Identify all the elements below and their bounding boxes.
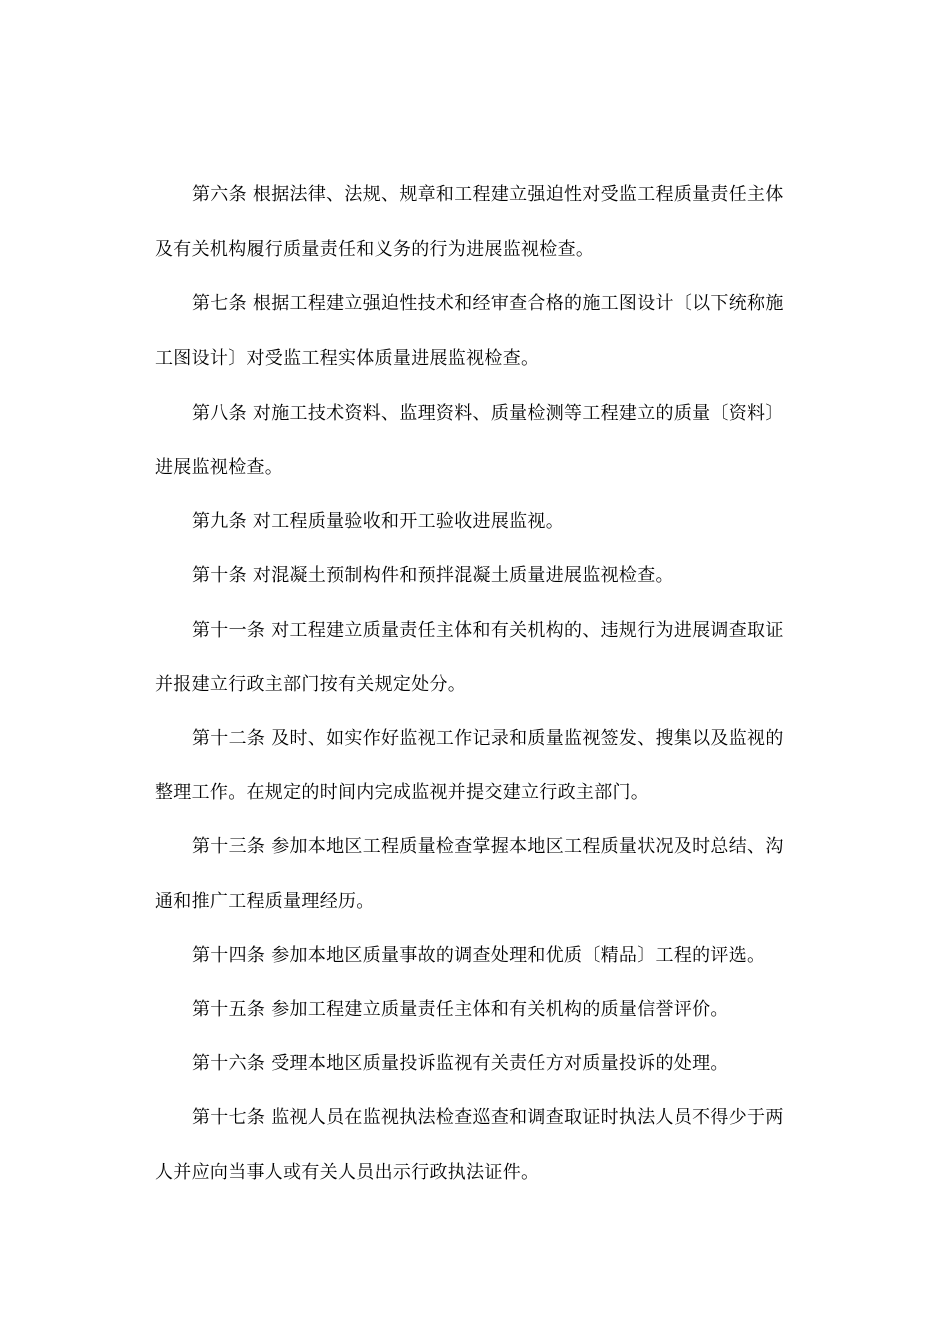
article-10-line-1: 第十条 对混凝土预制构件和预拌混凝土质量进展监视检查。 — [192, 565, 674, 586]
article-11-line-2: 并报建立行政主部门按有关规定处分。 — [155, 674, 467, 695]
article-13-line-2: 通和推广工程质量理经历。 — [155, 891, 375, 912]
article-16-line-1: 第十六条 受理本地区质量投诉监视有关责任方对质量投诉的处理。 — [192, 1053, 729, 1074]
article-17-line-2: 人并应向当事人或有关人员出示行政执法证件。 — [155, 1162, 540, 1183]
article-17-line-1: 第十七条 监视人员在监视执法检查巡查和调查取证时执法人员不得少于两 — [192, 1107, 784, 1128]
article-12-line-1: 第十二条 及时、如实作好监视工作记录和质量监视签发、搜集以及监视的 — [192, 728, 784, 749]
article-6-line-2: 及有关机构履行质量责任和义务的行为进展监视检查。 — [155, 239, 595, 260]
article-7-line-2: 工图设计〕对受监工程实体质量进展监视检查。 — [155, 348, 540, 369]
article-8-line-1: 第八条 对施工技术资料、监理资料、质量检测等工程建立的质量〔资料〕 — [192, 403, 784, 424]
article-7-line-1: 第七条 根据工程建立强迫性技术和经审查合格的施工图设计〔以下统称施 — [192, 293, 784, 314]
article-13-line-1: 第十三条 参加本地区工程质量检查掌握本地区工程质量状况及时总结、沟 — [192, 836, 784, 857]
article-14-line-1: 第十四条 参加本地区质量事故的调查处理和优质〔精品〕工程的评选。 — [192, 945, 766, 966]
article-8-line-2: 进展监视检查。 — [155, 457, 284, 478]
article-6-line-1: 第六条 根据法律、法规、规章和工程建立强迫性对受监工程质量责任主体 — [192, 184, 784, 205]
article-9-line-1: 第九条 对工程质量验收和开工验收进展监视。 — [192, 511, 565, 532]
article-12-line-2: 整理工作。在规定的时间内完成监视并提交建立行政主部门。 — [155, 782, 650, 803]
article-11-line-1: 第十一条 对工程建立质量责任主体和有关机构的、违规行为进展调查取证 — [192, 620, 784, 641]
article-15-line-1: 第十五条 参加工程建立质量责任主体和有关机构的质量信誉评价。 — [192, 999, 729, 1020]
